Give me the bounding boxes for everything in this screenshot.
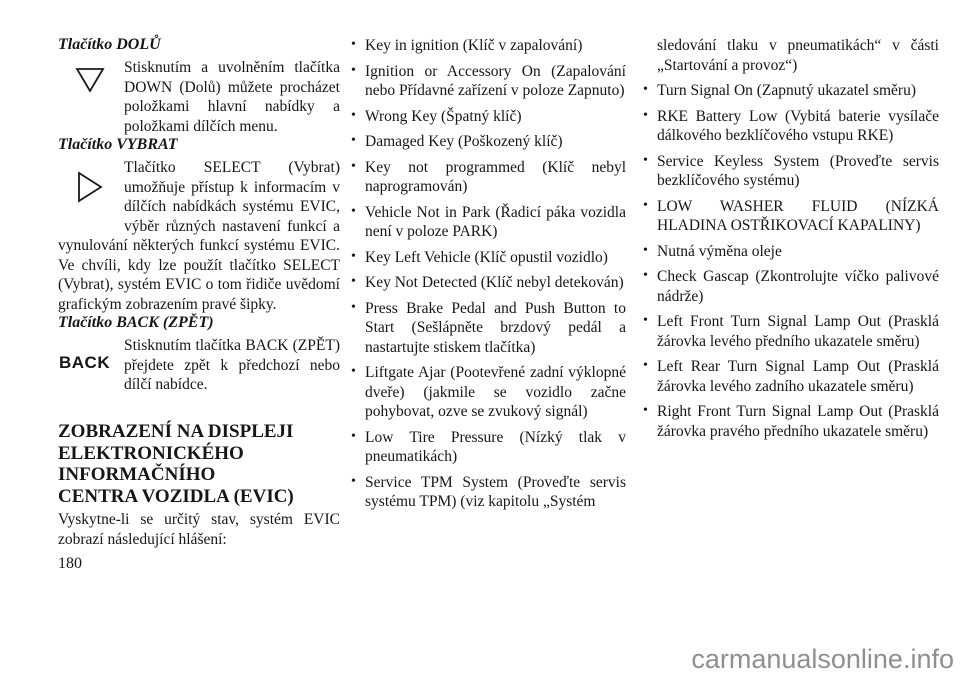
list-item: • Check Gascap (Zkontrolujte víčko palivové nádrže) <box>642 267 939 306</box>
evic-message-list-continued <box>642 81 939 441</box>
list-item: • Turn Signal On (Zapnutý ukazatel směru) <box>642 81 939 101</box>
list-item: • Key Not Detected (Klíč nebyl detekován) <box>350 273 626 293</box>
list-item: • Key Left Vehicle (Klíč opustil vozidlo) <box>350 248 626 268</box>
left-column <box>58 36 340 574</box>
list-item: • RKE Battery Low (Vybitá baterie vysílače dálkového bezklíčového vstupu RKE) <box>642 107 939 146</box>
list-item: • Left Front Turn Signal Lamp Out (Prasklá žárovka levého předního ukazatele směru) <box>642 312 939 351</box>
evic-heading-line: INFORMAČNÍHO <box>58 464 216 485</box>
list-item: • Service TPM System (Proveďte servis systému TPM) (viz kapitolu „Systém <box>350 473 626 512</box>
list-item: • Right Front Turn Signal Lamp Out (Prasklá žárovka pravého předního ukazatele směru) <box>642 402 939 441</box>
right-column <box>642 36 939 447</box>
evic-heading-line: CENTRA VOZIDLA (EVIC) <box>58 485 294 507</box>
section-text-select: Tlačítko SELECT (Vybrat) umožňuje přístup k informacím v dílčích nabídkách systému EVIC, výběr různých nastavení funkcí a vynulování některých funkcí systému EVIC. Ve chvíli, kdy lze použít tlačítko SELECT (Vybrat), systém EVIC o tom řidiče uvědomí grafickým zobrazením pravé šipky. <box>58 159 340 313</box>
list-item: • Left Rear Turn Signal Lamp Out (Prasklá žárovka levého zadního ukazatele směru) <box>642 357 939 396</box>
list-item: • Key not programmed (Klíč nebyl naprogramován) <box>350 158 626 197</box>
list-item: • Press Brake Pedal and Push Button to Start (Sešlápněte brzdový pedál a nastartujte stiskem tlačítka) <box>350 299 626 358</box>
list-item: • Service Keyless System (Proveďte servis bezklíčového systému) <box>642 152 939 191</box>
back-button-label: BACK <box>59 353 111 372</box>
list-item: • Low Tire Pressure (Nízký tlak v pneumatikách) <box>350 428 626 467</box>
continuation-text: sledování tlaku v pneumatikách“ v části „Startování a provoz“) <box>657 37 939 74</box>
list-item: • Ignition or Accessory On (Zapalování nebo Přídavné zařízení v poloze Zapnuto) <box>350 62 626 101</box>
list-item: • LOW WASHER FLUID (NÍZKÁ HLADINA OSTŘIKOVACÍ KAPALINY) <box>642 197 939 236</box>
evic-display-heading <box>58 421 340 507</box>
list-item: • Vehicle Not in Park (Řadicí páka vozidla není v poloze PARK) <box>350 203 626 242</box>
back-button-icon <box>58 336 124 414</box>
middle-column <box>350 36 626 518</box>
section-text-down: Stisknutím a uvolněním tlačítka DOWN (Dolů) můžete procházet položkami hlavní nabídky a položkami dílčích menu. <box>124 59 340 135</box>
section-select-button <box>58 136 340 314</box>
evic-heading-line: ELEKTRONICKÉHO <box>58 442 244 464</box>
list-item: • Liftgate Ajar (Pootevřené zadní výklopné dveře) (jakmile se vozidlo začne pohybovat, ozve se zvukový signál) <box>350 363 626 422</box>
list-item: • Wrong Key (Špatný klíč) <box>350 107 626 127</box>
section-heading-select: Tlačítko VYBRAT <box>58 136 178 153</box>
list-item: • Damaged Key (Poškozený klíč) <box>350 132 626 152</box>
evic-intro-text: Vyskytne-li se určitý stav, systém EVIC zobrazí následující hlášení: <box>58 511 340 548</box>
evic-message-list <box>350 36 626 512</box>
page-number: 180 <box>58 555 82 572</box>
section-heading-back: Tlačítko BACK (ZPĚT) <box>58 314 214 331</box>
right-arrow-icon <box>58 158 124 236</box>
section-text-back: Stisknutím tlačítka BACK (ZPĚT) přejdete zpět k předchozí nebo dílčí nabídce. <box>124 337 340 393</box>
section-heading-down: Tlačítko DOLŮ <box>58 36 161 53</box>
evic-heading-line: ZOBRAZENÍ NA DISPLEJI <box>58 421 294 442</box>
watermark-text: carmanualsonline.info <box>691 644 954 674</box>
list-item: • Nutná výměna oleje <box>642 242 939 262</box>
list-item: • Key in ignition (Klíč v zapalování) <box>350 36 626 56</box>
section-down-button <box>58 36 340 136</box>
section-back-button <box>58 314 340 414</box>
down-arrow-icon <box>58 58 124 136</box>
